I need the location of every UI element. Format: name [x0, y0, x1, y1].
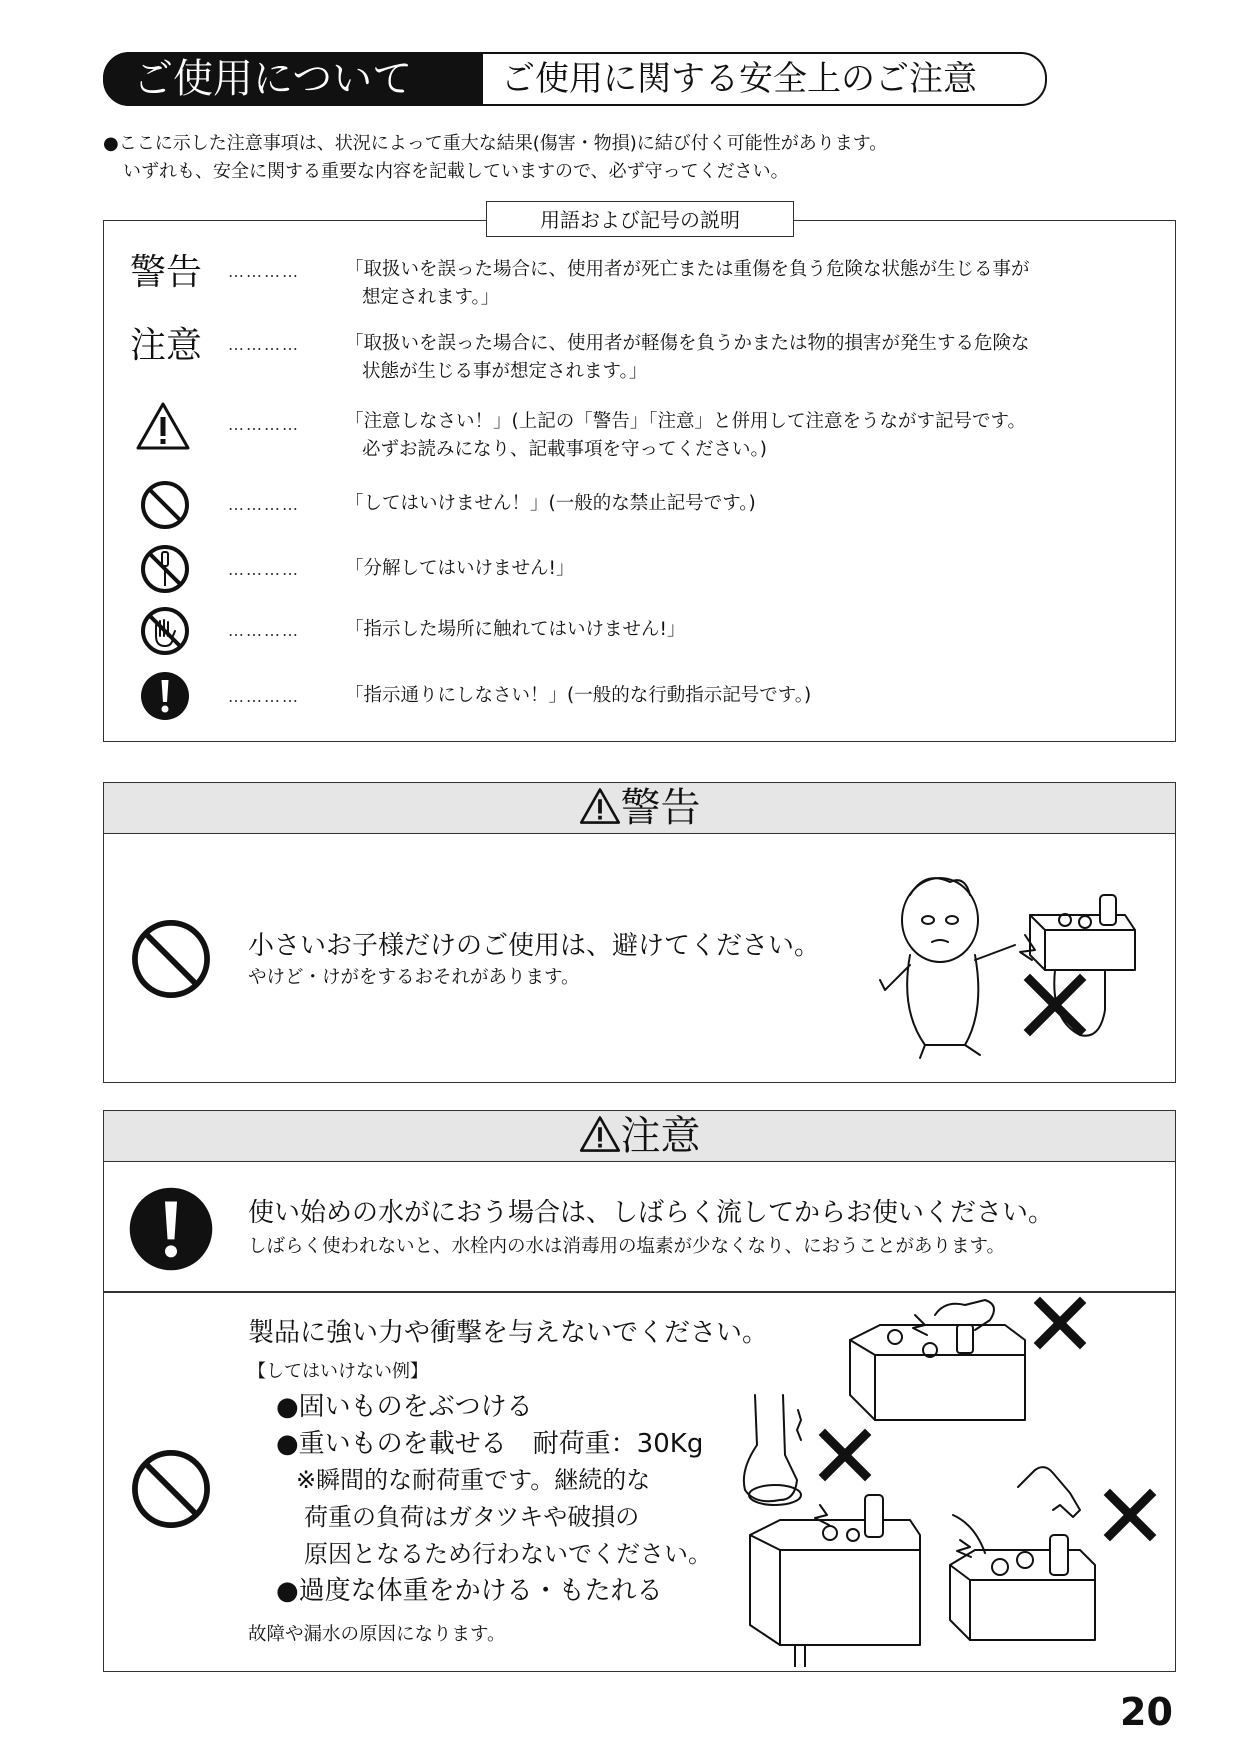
caution-item1-sub-text: しばらく使われないと、水栓内の水は消毒用の塩素が少なくなり、におうことがあります。: [248, 1236, 1006, 1257]
intro-text: [103, 130, 887, 186]
warning-header: [104, 783, 1175, 834]
legend-desc-no-disassembly: 「分解してはいけません!」: [345, 558, 575, 579]
page-number: 20: [1120, 1690, 1173, 1734]
load-note-line-1: ※瞬間的な耐荷重です。継続的な: [296, 1466, 651, 1494]
warning-sub-text: やけど・けがをするおそれがあります。: [248, 967, 580, 988]
prohibition-icon: [140, 480, 190, 530]
caution-triangle-icon: [579, 1115, 621, 1153]
legend-dots: …………: [228, 335, 300, 354]
header-title: ご使用について: [103, 52, 483, 106]
no-touch-icon: [140, 606, 190, 656]
intro-line-1: ●ここに示した注意事項は、状況によって重大な結果(傷害・物損)に結び付く可能性があります。: [103, 133, 888, 154]
warning-heading: 警告: [620, 785, 701, 831]
mandatory-action-icon: [140, 671, 190, 721]
header-subtitle: ご使用に関する安全上のご注意: [501, 59, 977, 99]
term-warning: 警告: [130, 252, 203, 293]
legend-dots: …………: [228, 495, 300, 514]
example-hard-objects: ●固いものをぶつける: [276, 1392, 533, 1422]
caution-item2-footer: 故障や漏水の原因になります。: [248, 1624, 506, 1645]
caution-header: [104, 1111, 1175, 1162]
caution-item2-main-text: 製品に強い力や衝撃を与えないでください。: [248, 1318, 769, 1348]
warning-main-text: 小さいお子様だけのご使用は、避けてください。: [248, 931, 821, 961]
term-caution: 注意: [130, 325, 203, 366]
faucet-misuse-illustrations: [735, 1295, 1175, 1667]
page-header: [103, 52, 1053, 104]
mandatory-action-icon: [128, 1186, 214, 1272]
prohibition-icon: [130, 918, 212, 1000]
legend-desc-caution-symbol: 「注意しなさい！」(上記の「警告」「注意」と併用して注意をうながす記号です。 必ずお読みになり、記載事項を守ってください。): [345, 411, 1026, 460]
example-heavy-objects: ●重いものを載せる 耐荷重：30Kg: [276, 1429, 704, 1459]
caution-divider: [103, 1291, 1176, 1293]
caution-item1-main-text: 使い始めの水がにおう場合は、しばらく流してからお使いください。: [248, 1198, 1055, 1228]
examples-label: 【してはいけない例】: [248, 1361, 428, 1382]
intro-line-2: いずれも、安全に関する重要な内容を記載していますので、必ず守ってください。: [123, 161, 789, 182]
legend-dots: …………: [228, 621, 300, 640]
no-disassembly-icon: [140, 544, 190, 594]
legend-dots: …………: [228, 415, 300, 434]
load-note-line-3: 原因となるため行わないでください。: [304, 1540, 712, 1568]
legend-desc-caution: 「取扱いを誤った場合に、使用者が軽傷を負うかまたは物的損害が発生する危険な 状態が生じる事が想定されます。」: [345, 333, 1030, 382]
prohibition-icon: [130, 1448, 212, 1530]
legend-desc-warning: 「取扱いを誤った場合に、使用者が死亡または重傷を負う危険な状態が生じる事が 想定されます。」: [345, 259, 1030, 308]
legend-dots: …………: [228, 687, 300, 706]
load-note-line-2: 荷重の負荷はガタツキや破損の: [304, 1503, 640, 1531]
legend-desc-mandatory: 「指示通りにしなさい！」(一般的な行動指示記号です。): [345, 685, 812, 706]
child-touching-faucet-illustration: [870, 860, 1150, 1060]
caution-triangle-icon: [579, 787, 621, 825]
legend-title: 用語および記号の説明: [486, 201, 794, 237]
legend-dots: …………: [228, 560, 300, 579]
caution-heading: 注意: [620, 1113, 701, 1159]
legend-dots: …………: [228, 262, 300, 281]
caution-triangle-icon: [135, 401, 191, 451]
example-body-weight: ●過度な体重をかける・もたれる: [276, 1576, 663, 1606]
legend-desc-no-touch: 「指示した場所に触れてはいけません!」: [345, 619, 686, 640]
legend-desc-prohibition: 「してはいけません！」(一般的な禁止記号です。): [345, 493, 756, 514]
